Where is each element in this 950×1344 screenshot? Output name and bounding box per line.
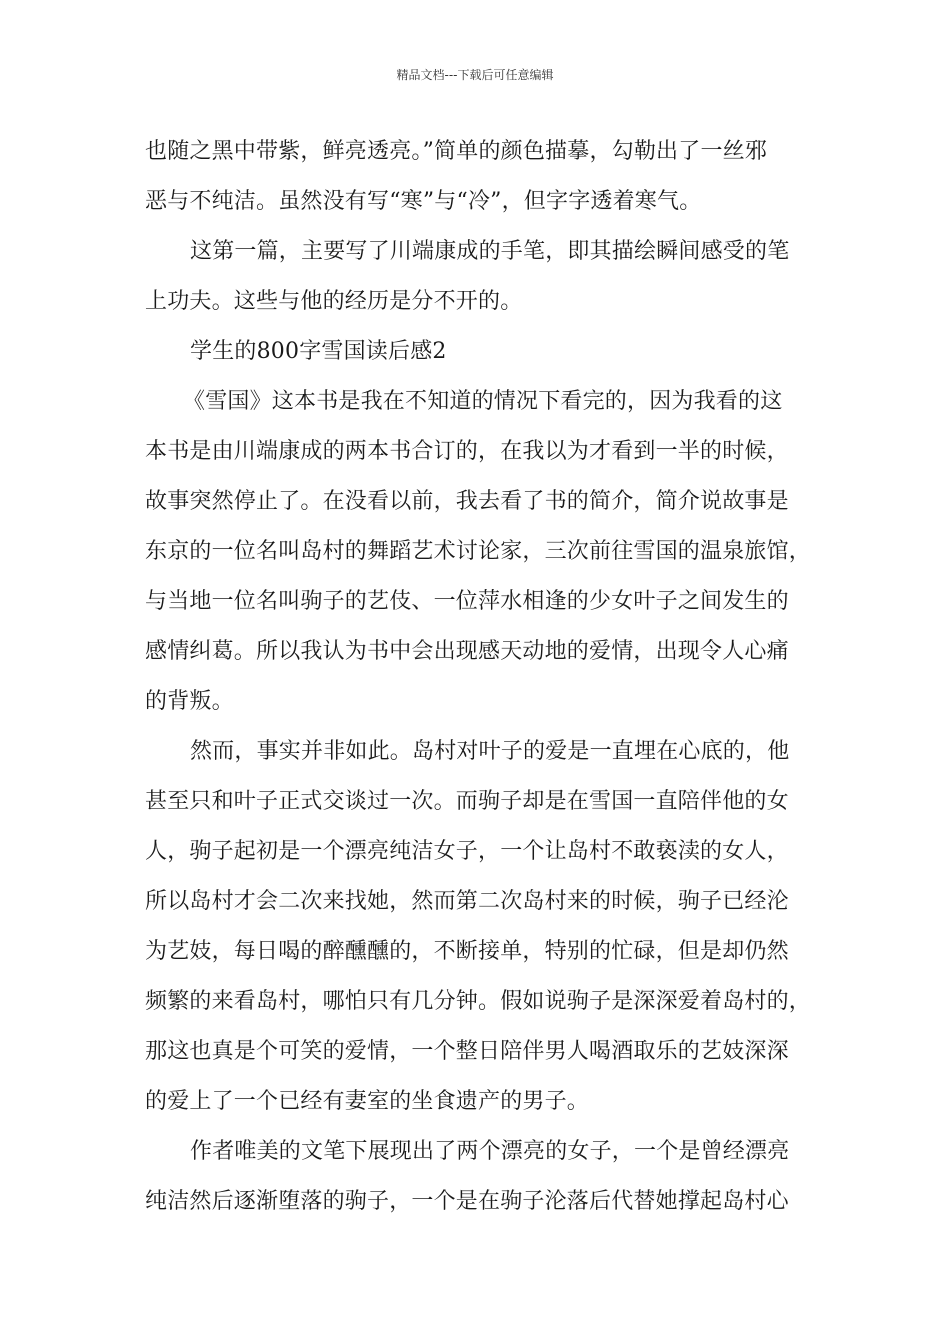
text-line: 所以岛村才会二次来找她，然而第二次岛村来的时候，驹子已经沦 bbox=[145, 889, 789, 914]
text-line: 甚至只和叶子正式交谈过一次。而驹子却是在雪国一直陪伴他的女 bbox=[145, 789, 789, 814]
text-line: 为艺妓，每日喝的醉醺醺的，不断接单，特别的忙碌，但是却仍然 bbox=[145, 939, 789, 964]
page-header: 精品文档---下载后可任意编辑 bbox=[396, 68, 554, 82]
text-line: 的爱上了一个已经有妻室的坐食遗产的男子。 bbox=[145, 1089, 590, 1114]
text-line: 上功夫。这些与他的经历是分不开的。 bbox=[145, 289, 523, 314]
text-line: 也随之黑中带紫，鲜亮透亮。”简单的颜色描摹，勾勒出了一丝邪 bbox=[145, 139, 768, 164]
text-line: 频繁的来看岛村，哪怕只有几分钟。假如说驹子是深深爱着岛村的， bbox=[145, 989, 812, 1014]
text-line: 纯洁然后逐渐堕落的驹子，一个是在驹子沦落后代替她撑起岛村心 bbox=[145, 1189, 789, 1214]
text-line: 的背叛。 bbox=[145, 689, 234, 714]
text-line: 与当地一位名叫驹子的艺伎、一位萍水相逢的少女叶子之间发生的 bbox=[145, 589, 789, 614]
text-line: 《雪国》这本书是我在不知道的情况下看完的，因为我看的这 bbox=[183, 389, 783, 414]
text-line: 这第一篇，主要写了川端康成的手笔，即其描绘瞬间感受的笔 bbox=[190, 239, 790, 264]
section-heading: 学生的800字雪国读后感2 bbox=[190, 339, 447, 364]
text-line: 本书是由川端康成的两本书合订的，在我以为才看到一半的时候， bbox=[145, 439, 789, 464]
text-line: 作者唯美的文笔下展现出了两个漂亮的女子，一个是曾经漂亮 bbox=[190, 1139, 790, 1164]
text-line: 东京的一位名叫岛村的舞蹈艺术讨论家，三次前往雪国的温泉旅馆， bbox=[145, 539, 812, 564]
text-line: 然而，事实并非如此。岛村对叶子的爱是一直埋在心底的，他 bbox=[190, 739, 790, 764]
text-line: 那这也真是个可笑的爱情，一个整日陪伴男人喝酒取乐的艺妓深深 bbox=[145, 1039, 789, 1064]
text-line: 感情纠葛。所以我认为书中会出现感天动地的爱情，出现令人心痛 bbox=[145, 639, 789, 664]
text-line: 恶与不纯洁。虽然没有写“寒”与“冷”，但字字透着寒气。 bbox=[145, 189, 702, 214]
text-line: 人，驹子起初是一个漂亮纯洁女子，一个让岛村不敢亵渎的女人， bbox=[145, 839, 789, 864]
text-line: 故事突然停止了。在没看以前，我去看了书的简介，简介说故事是 bbox=[145, 489, 789, 514]
